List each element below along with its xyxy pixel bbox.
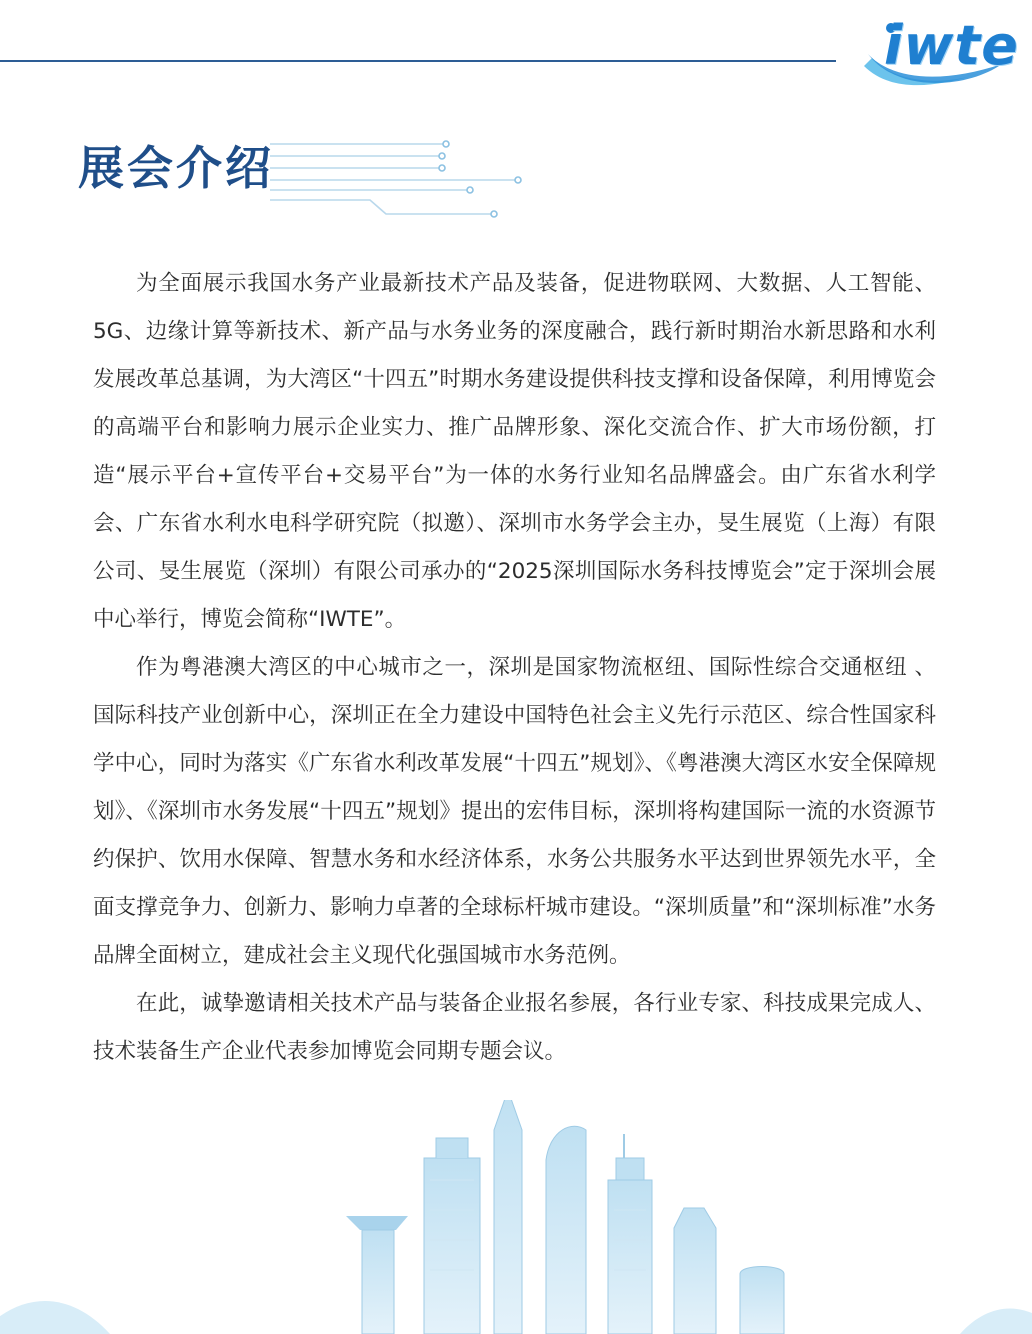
iwte-logo: iwte — [884, 14, 1019, 77]
paragraph: 在此，诚挚邀请相关技术产品与装备企业报名参展，各行业专家、科技成果完成人、技术装备生产企业代表参加博览会同期专题会议。 — [93, 991, 936, 1064]
intro-body — [93, 260, 936, 1076]
city-skyline-illustration — [0, 1100, 1032, 1334]
paragraph: 为全面展示我国水务产业最新技术产品及装备，促进物联网、大数据、人工智能、5G、边缘计算等新技术、新产品与水务业务的深度融合，践行新时期治水新思路和水利发展改革总基调，为大湾区“十四五”时期水务建设提供科技支撑和设备保障，利用博览会的高端平台和影响力展示企业实力、推广品牌形象、深化交流合作、扩大市场份额，打造“展示平台+宣传平台+交易平台”为一体的水务行业知名品牌盛会。由广东省水利学会、广东省水利水电科学研究院（拟邀）、深圳市水务学会主办，旻生展览（上海）有限公司、旻生展览（深圳）有限公司承办的“2025深圳国际水务科技博览会”定于深圳会展中心举行，博览会简称“IWTE”。 — [93, 271, 936, 632]
header-rule — [0, 60, 836, 62]
section-title: 展会介绍 — [78, 141, 274, 195]
paragraph: 作为粤港澳大湾区的中心城市之一，深圳是国家物流枢纽、国际性综合交通枢纽 、国际科技产业创新中心，深圳正在全力建设中国特色社会主义先行示范区、综合性国家科学中心，同时为落实《广东省水利改革发展“十四五”规划》、《粤港澳大湾区水安全保障规划》、《深圳市水务发展“十四五”规划》提出的宏伟目标，深圳将构建国际一流的水资源节约保护、饮用水保障、智慧水务和水经济体系，水务公共服务水平达到世界领先水平，全面支撑竞争力、创新力、影响力卓著的全球标杆城市建设。“深圳质量”和“深圳标准”水务品牌全面树立，建成社会主义现代化强国城市水务范例。 — [93, 655, 936, 968]
circuit-lines-decoration — [270, 134, 540, 224]
